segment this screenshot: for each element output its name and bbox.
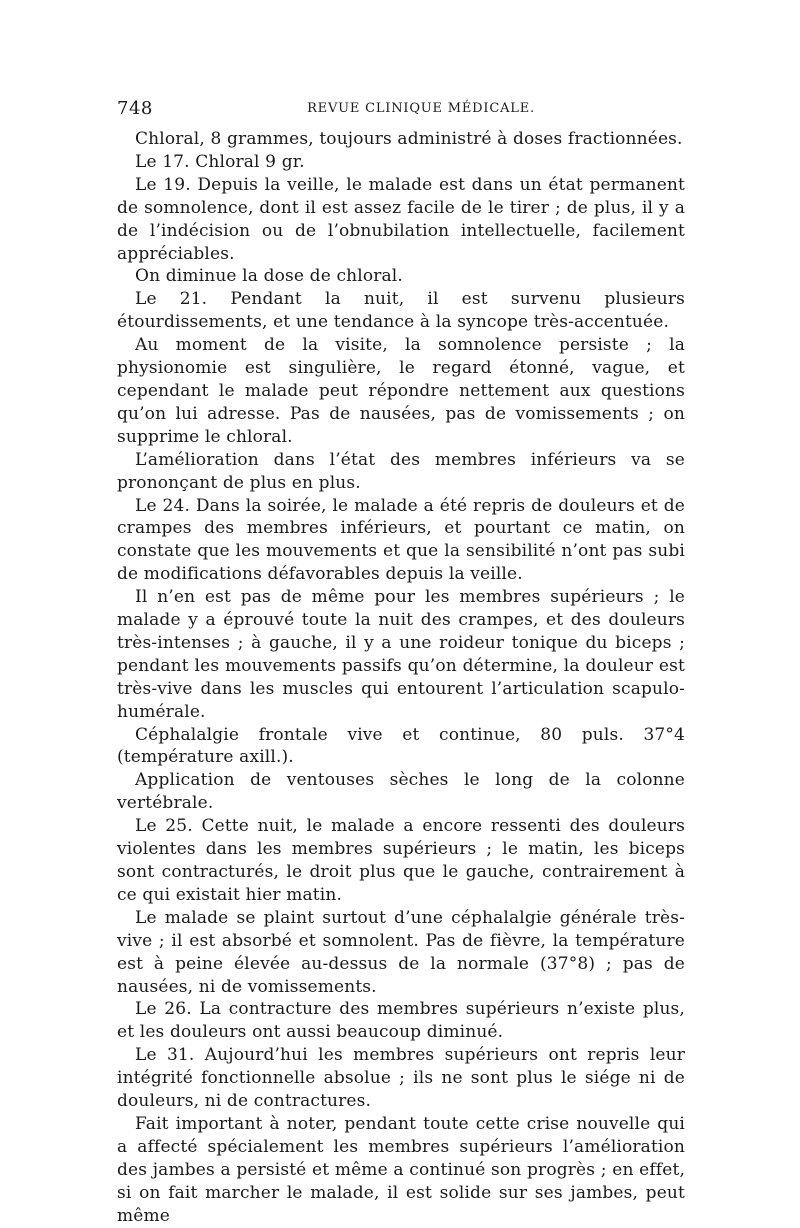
paragraph: Au moment de la visite, la somnolence persiste ; la physionomie est singulière, le regard étonné, vague, et cependant le malade peut répondre nettement aux questions qu’on lui adresse. Pas de nausées, pas de vomissements ; on supprime le chloral.	[117, 335, 685, 447]
paragraph: Le 24. Dans la soirée, le malade a été repris de douleurs et de crampes des membres inférieurs, et pourtant ce matin, on constate que les mouvements et que la sensibilité n’ont pas subi de modifications défavorables depuis la veille.	[117, 495, 685, 585]
running-title: REVUE CLINIQUE MÉDICALE.	[307, 101, 535, 116]
paragraph: Fait important à noter, pendant toute cette crise nouvelle qui a affecté spécialement les membres supérieurs l’amélioration des jambes a persisté et même a continué son progrès ; en effet, si on fait marcher le malade, il est solide sur ses jambes, peut même	[117, 1113, 685, 1226]
paragraph: Le 19. Depuis la veille, le malade est dans un état permanent de somnolence, dont il est assez facile de le tirer ; de plus, il y a de l’indécision ou de l’obnubilation intellectuelle, facilement appréciables.	[117, 174, 685, 264]
paragraph: Le 26. La contracture des membres supérieurs n’existe plus, et les douleurs ont aussi beaucoup diminué.	[117, 999, 685, 1043]
paragraph: L’amélioration dans l’état des membres inférieurs va se prononçant de plus en plus.	[117, 449, 685, 493]
paragraph: Le 31. Aujourd’hui les membres supérieurs ont repris leur intégrité fonctionnelle absolue ; ils ne sont plus le siége ni de douleurs, ni de contractures.	[117, 1045, 685, 1112]
paragraph: Application de ventouses sèches le long de la colonne vertébrale.	[117, 770, 685, 814]
paragraph: Le malade se plaint surtout d’une céphalalgie générale très-vive ; il est absorbé et somnolent. Pas de fièvre, la température est à peine élevée au-dessus de la normale (37°8) ; pas de nausées, ni de vomissements.	[117, 907, 685, 997]
paragraph: On diminue la dose de chloral.	[135, 266, 403, 287]
body-text	[117, 128, 685, 1228]
paragraph: Céphalalgie frontale vive et continue, 80 puls. 37°4 (température axill.).	[117, 724, 685, 768]
paragraph: Le 17. Chloral 9 gr.	[135, 151, 305, 172]
paragraph: Le 25. Cette nuit, le malade a encore ressenti des douleurs violentes dans les membres supérieurs ; le matin, les biceps sont contracturés, le droit plus que le gauche, contrairement à ce qui existait hier matin.	[117, 816, 685, 905]
page-number: 748	[117, 98, 153, 119]
paragraph: Chloral, 8 grammes, toujours administré à doses fractionnées.	[135, 129, 683, 149]
page-header	[117, 98, 685, 120]
paragraph: Le 21. Pendant la nuit, il est survenu plusieurs étourdissements, et une tendance à la syncope très-accentuée.	[117, 289, 685, 333]
paragraph: Il n’en est pas de même pour les membres supérieurs ; le malade y a éprouvé toute la nuit des crampes, et des douleurs très-intenses ; à gauche, il y a une roideur tonique du biceps ; pendant les mouvements passifs qu’on détermine, la douleur est très-vive dans les muscles qui entourent l’articulation scapulo-humérale.	[117, 587, 685, 722]
document-page	[117, 98, 685, 1228]
